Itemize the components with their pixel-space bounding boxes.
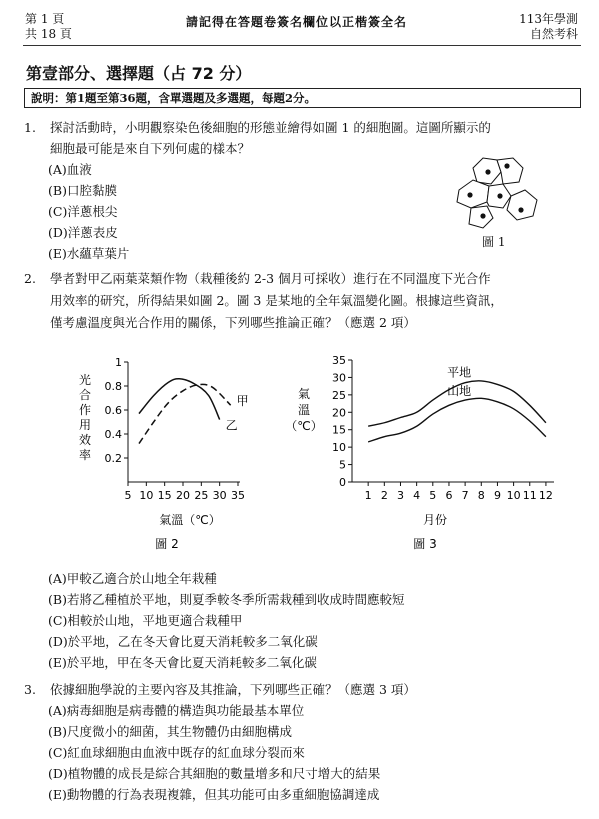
option-d[interactable]: (D)植物體的成長是綜合其細胞的數量增多和尺寸增大的結果 [48,766,381,781]
figure-3-chart [282,352,572,552]
option-a[interactable]: (A)甲較乙適合於山地全年栽種 [48,571,217,586]
x-tick-label: 30 [212,489,227,502]
option-a[interactable]: (A)血液 [48,162,92,177]
y-axis-label-char: 作 [78,403,92,417]
option-b[interactable]: (B)若將乙種植於平地，則夏季較冬季所需栽種到收成時間應較短 [48,592,405,607]
question-number: 2. [24,271,36,286]
option-e[interactable]: (E)動物體的行為表現複雜，但其功能可由多重細胞協調達成 [48,787,380,802]
x-axis-label: 氣溫（℃） [159,513,221,527]
y-tick-label: 20 [332,406,346,420]
x-tick-label: 4 [413,489,421,502]
option-b[interactable]: (B)尺度微小的細菌，其生物體仍由細胞構成 [48,724,292,739]
nucleus [504,163,509,168]
x-axis-label: 月份 [422,513,448,527]
cell [457,180,489,208]
x-tick-label: 3 [396,489,404,502]
header-divider [23,45,581,46]
x-tick-label: 15 [157,489,172,502]
y-tick-label: 0 [339,476,346,489]
figure-1-label: 圖 1 [482,235,506,249]
y-axis-label-char: 用 [78,418,92,432]
y-axis-label-part: 氣 [297,387,311,401]
cell [507,190,537,220]
question-text: 依據細胞學說的主要內容及其推論，下列哪些正確？（應選 3 項） [50,682,416,697]
y-tick-label: 30 [332,371,346,385]
y-tick-label: 0.4 [104,428,122,441]
question-text: 僅考慮溫度與光合作用的關係，下列哪些推論正確？（應選 2 項） [50,315,416,330]
question-text: 細胞最可能是來自下列何處的樣本？ [50,141,251,156]
y-axis-label-part: 溫 [297,403,311,417]
y-axis-label-char: 合 [78,388,92,402]
nucleus [497,193,502,198]
figure-2-chart [70,352,270,552]
exam-subject: 自然考科 [529,27,578,41]
figure-3-label: 圖 3 [413,537,437,551]
nucleus [467,192,472,197]
question-text: 用效率的研究，所得結果如圖 2。圖 3 是某地的全年氣溫變化圖。根據這些資訊， [50,293,503,308]
x-tick-label: 5 [429,489,437,502]
option-e[interactable]: (E)水蘊草葉片 [48,246,130,261]
figure-1-cell-drawing [445,150,545,235]
x-tick-label: 35 [231,489,245,502]
option-c[interactable]: (C)紅血球細胞由血液中既存的紅血球分裂而來 [48,745,305,760]
option-d[interactable]: (D)於平地，乙在冬天會比夏天消耗較多二氧化碳 [48,634,318,649]
figure-2-label: 圖 2 [155,537,179,551]
question-number: 3. [24,682,36,697]
question-text: 探討活動時，小明觀察染色後細胞的形態並繪得如圖 1 的細胞圖。這圖所顯示的 [50,120,491,135]
section-instructions: 說明：第1題至第36題，含單選題及多選題，每題2分。 [24,88,581,108]
y-tick-label: 25 [332,388,346,402]
x-tick-label: 1 [364,489,372,502]
cell [497,158,523,184]
signature-notice: 請記得在答題卷簽名欄位以正楷簽全名 [186,15,408,29]
option-b[interactable]: (B)口腔黏膜 [48,183,117,198]
x-tick-label: 11 [522,489,537,502]
x-tick-label: 10 [139,489,154,502]
x-tick-label: 12 [538,489,553,502]
y-axis-label-char: 效 [78,433,92,447]
y-tick-label: 10 [332,441,346,455]
y-axis-label-part: （℃） [285,419,323,433]
series-label: 甲 [236,394,249,409]
x-tick-label: 9 [493,489,501,502]
x-tick-label: 2 [380,489,388,502]
x-tick-label: 20 [176,489,190,502]
series-乙-line [139,379,220,420]
option-c[interactable]: (C)洋蔥根尖 [48,204,118,219]
y-tick-label: 35 [332,354,346,367]
y-tick-label: 0.8 [104,380,122,393]
y-tick-label: 0.6 [104,404,122,417]
option-a[interactable]: (A)病毒細胞是病毒體的構造與功能最基本單位 [48,703,305,718]
x-tick-label: 10 [506,489,521,502]
option-e[interactable]: (E)於平地，甲在冬天會比夏天消耗較多二氧化碳 [48,655,317,670]
series-label: 乙 [225,418,238,433]
y-axis-label-char: 率 [78,448,92,462]
y-axis-label-char: 光 [78,373,92,387]
option-c[interactable]: (C)相較於山地，平地更適合栽種甲 [48,613,243,628]
nucleus [518,207,523,212]
question-number: 1. [24,120,36,135]
page-number: 第 1 頁 [25,12,65,26]
x-tick-label: 8 [477,489,485,502]
total-pages: 共 18 頁 [25,27,72,41]
exam-year: 113年學測 [519,12,578,26]
series-label: 山地 [447,384,472,399]
series-label: 平地 [447,365,472,380]
x-tick-label: 5 [124,489,132,502]
y-tick-label: 1 [115,356,122,369]
x-tick-label: 7 [461,489,469,502]
nucleus [480,213,485,218]
y-tick-label: 5 [339,458,346,472]
y-tick-label: 0.2 [104,452,122,465]
y-tick-label: 15 [332,423,346,437]
section-title: 第壹部分、選擇題（占 72 分） [26,64,252,83]
x-tick-label: 6 [445,489,453,502]
x-tick-label: 25 [194,489,209,502]
option-d[interactable]: (D)洋蔥表皮 [48,225,118,240]
question-text: 學者對甲乙兩葉菜類作物（栽種後約 2-3 個月可採收）進行在不同溫度下光合作 [50,271,491,286]
nucleus [485,169,490,174]
